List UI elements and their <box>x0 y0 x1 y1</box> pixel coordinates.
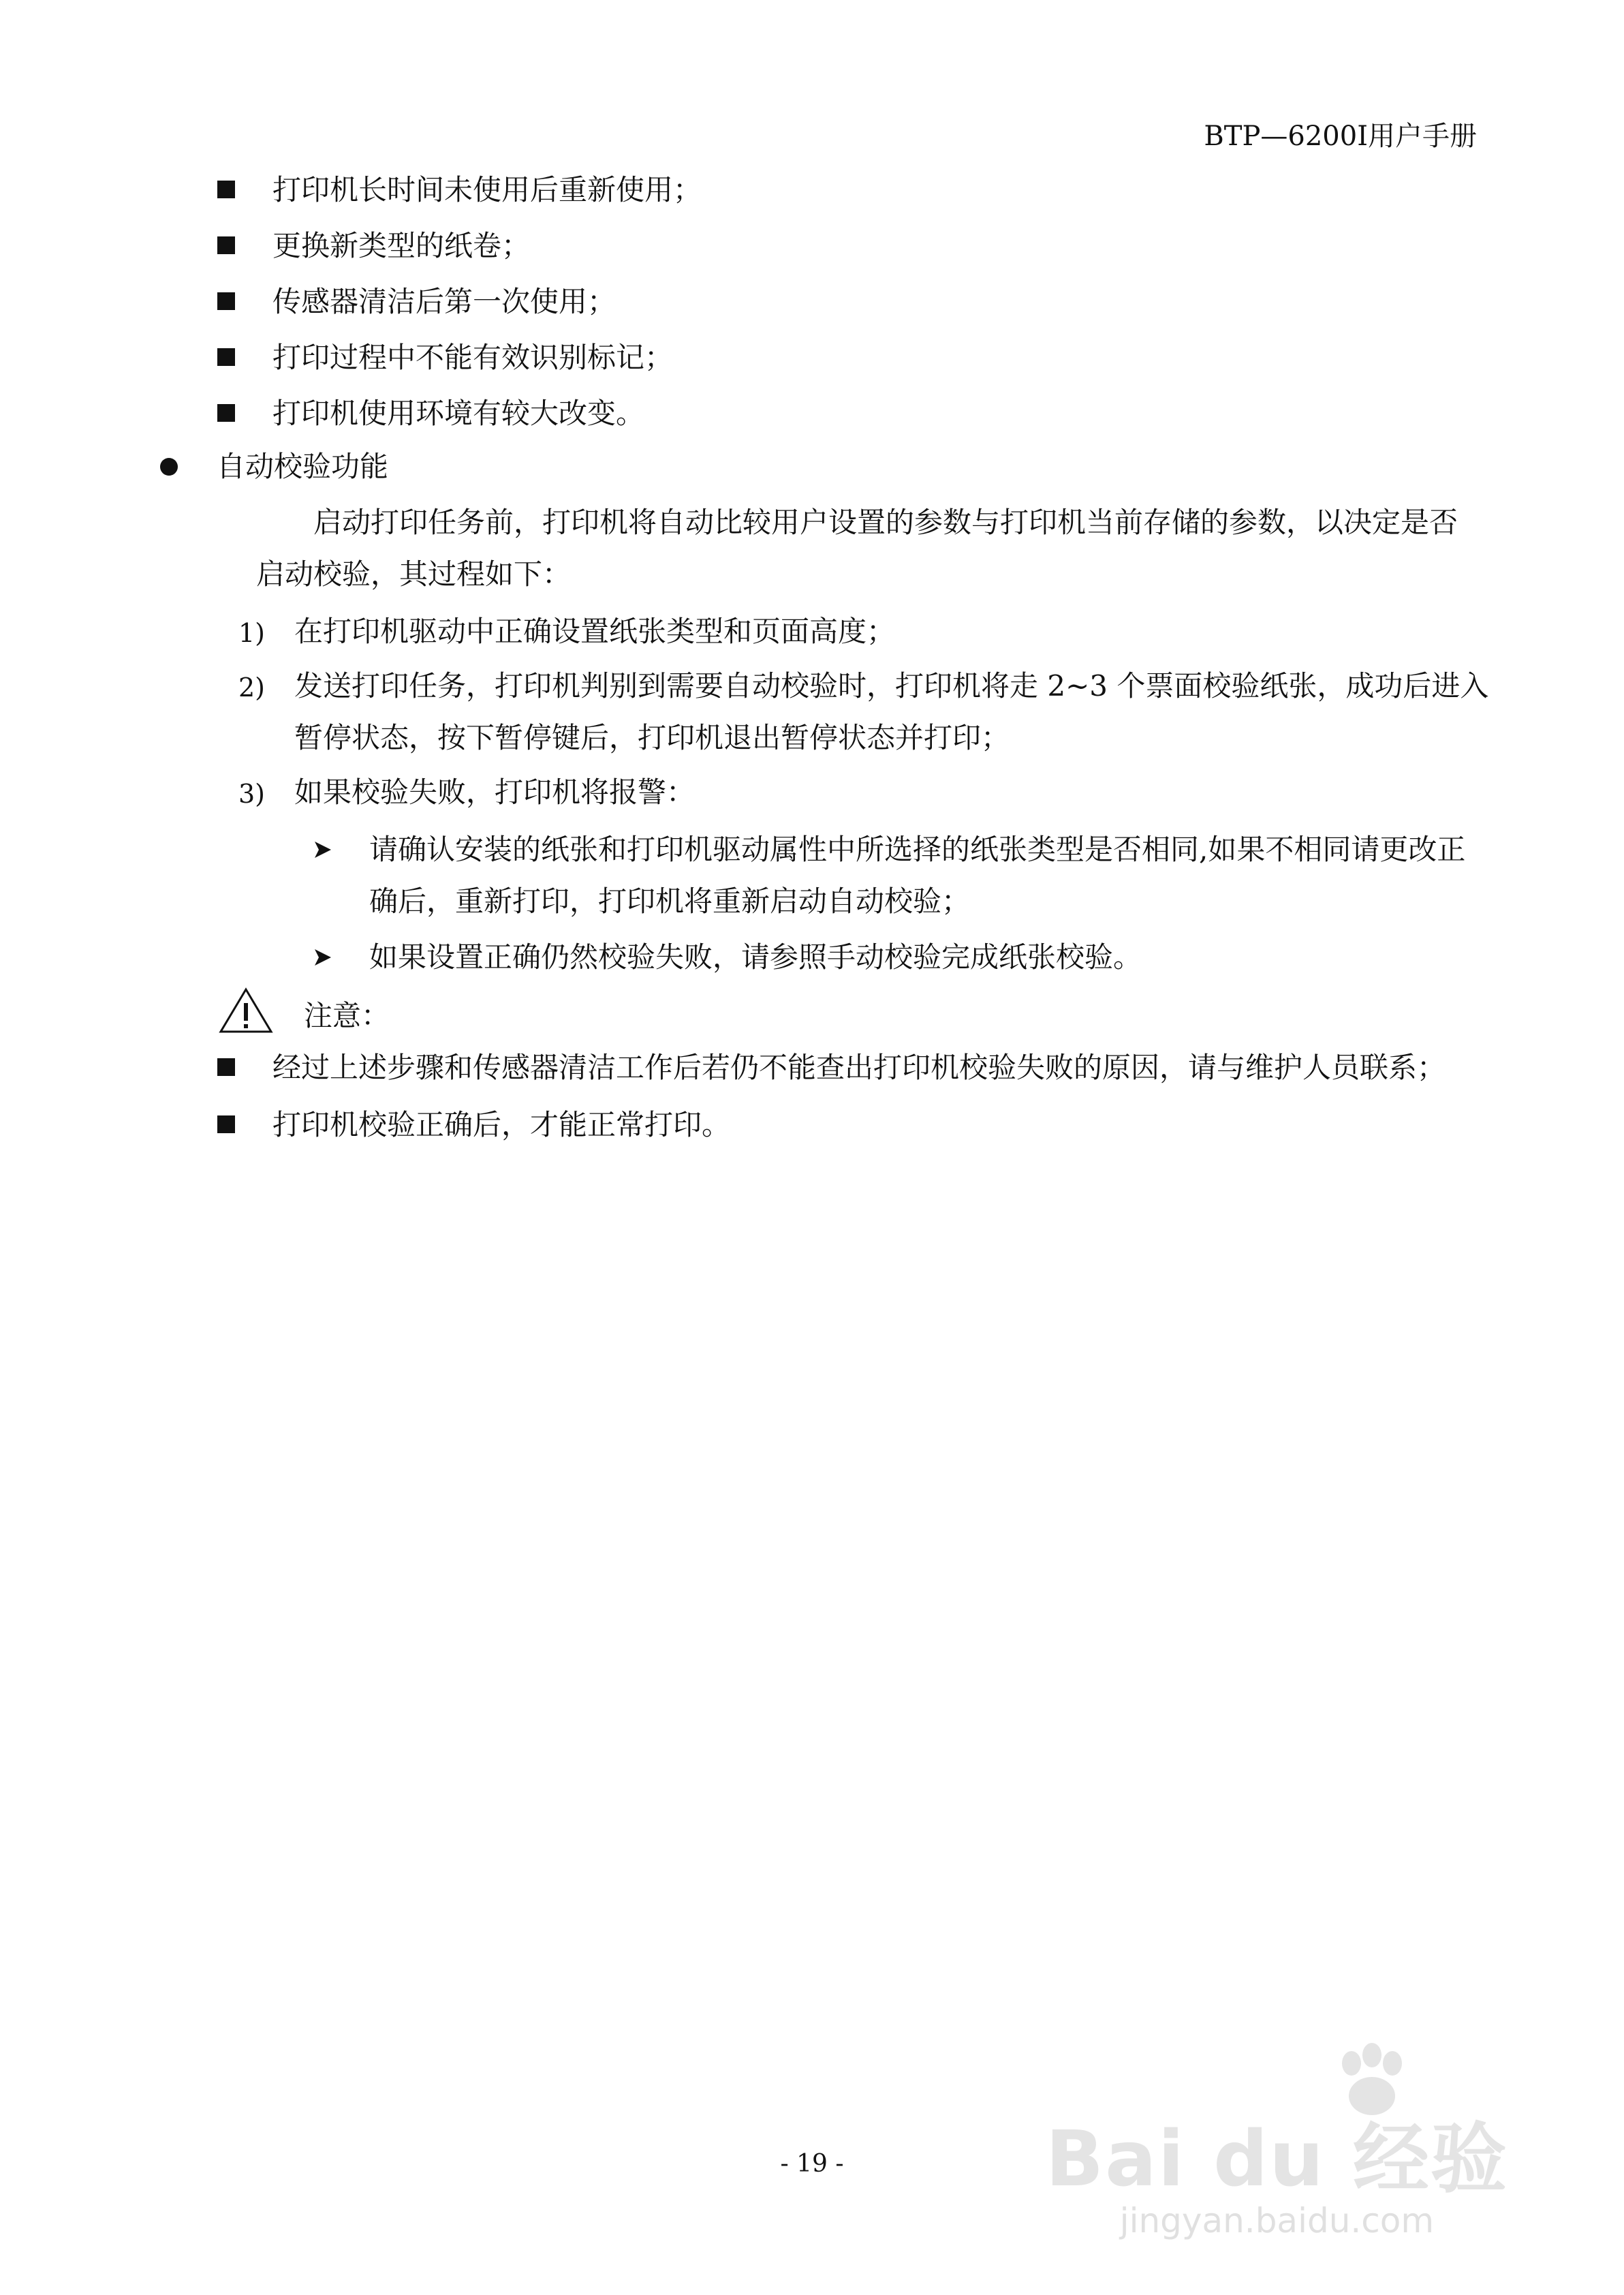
sub-item-text-continued: 确后，重新打印，打印机将重新启动自动校验； <box>369 884 971 918</box>
square-bullet-icon <box>217 292 235 310</box>
square-bullet-icon <box>217 1058 235 1076</box>
watermark-brand: Bai du 经验 <box>1045 2115 1508 2204</box>
step-text: 发送打印任务，打印机判别到需要自动校验时，打印机将走 2~3 个票面校验纸张，成功后进入 <box>294 669 1489 703</box>
square-bullet-icon <box>217 181 235 198</box>
sub-item-text: 如果设置正确仍然校验失败，请参照手动校验完成纸张校验。 <box>369 940 1142 974</box>
arrow-bullet-icon <box>313 840 333 860</box>
list-item: 打印机使用环境有较大改变。 <box>272 397 645 430</box>
list-item: 打印过程中不能有效识别标记； <box>272 341 674 374</box>
step-number: 2) <box>238 673 266 703</box>
step-text: 如果校验失败，打印机将报警： <box>294 775 696 809</box>
note-label: 注意： <box>304 999 390 1032</box>
warning-icon <box>218 987 274 1034</box>
header-title: BTP—6200I用户手册 <box>1204 121 1477 152</box>
step-number: 3) <box>238 779 266 809</box>
list-item: 更换新类型的纸卷； <box>272 229 531 262</box>
list-item: 打印机长时间未使用后重新使用； <box>272 173 702 206</box>
square-bullet-icon <box>217 348 235 366</box>
watermark <box>1046 2098 1508 2240</box>
square-bullet-icon <box>217 404 235 422</box>
step-text-continued: 暂停状态，按下暂停键后，打印机退出暂停状态并打印； <box>294 721 1010 754</box>
list-item: 传感器清洁后第一次使用； <box>272 285 616 318</box>
note-item: 经过上述步骤和传感器清洁工作后若仍不能查出打印机校验失败的原因，请与维护人员联系； <box>272 1051 1446 1084</box>
intro-paragraph-line: 启动校验，其过程如下： <box>256 557 572 591</box>
round-bullet-icon <box>160 458 178 476</box>
square-bullet-icon <box>217 1115 235 1133</box>
step-number: 1) <box>238 618 266 648</box>
page-number: - 19 - <box>780 2150 844 2178</box>
square-bullet-icon <box>217 236 235 254</box>
arrow-bullet-icon <box>313 947 333 968</box>
watermark-url: jingyan.baidu.com <box>1119 2201 1435 2240</box>
intro-paragraph-line: 启动打印任务前，打印机将自动比较用户设置的参数与打印机当前存储的参数，以决定是否 <box>313 506 1458 539</box>
step-text: 在打印机驱动中正确设置纸张类型和页面高度； <box>294 615 896 648</box>
sub-item-text: 请确认安装的纸张和打印机驱动属性中所选择的纸张类型是否相同,如果不相同请更改正 <box>369 833 1466 866</box>
section-heading: 自动校验功能 <box>217 450 389 483</box>
note-item: 打印机校验正确后，才能正常打印。 <box>272 1108 731 1141</box>
